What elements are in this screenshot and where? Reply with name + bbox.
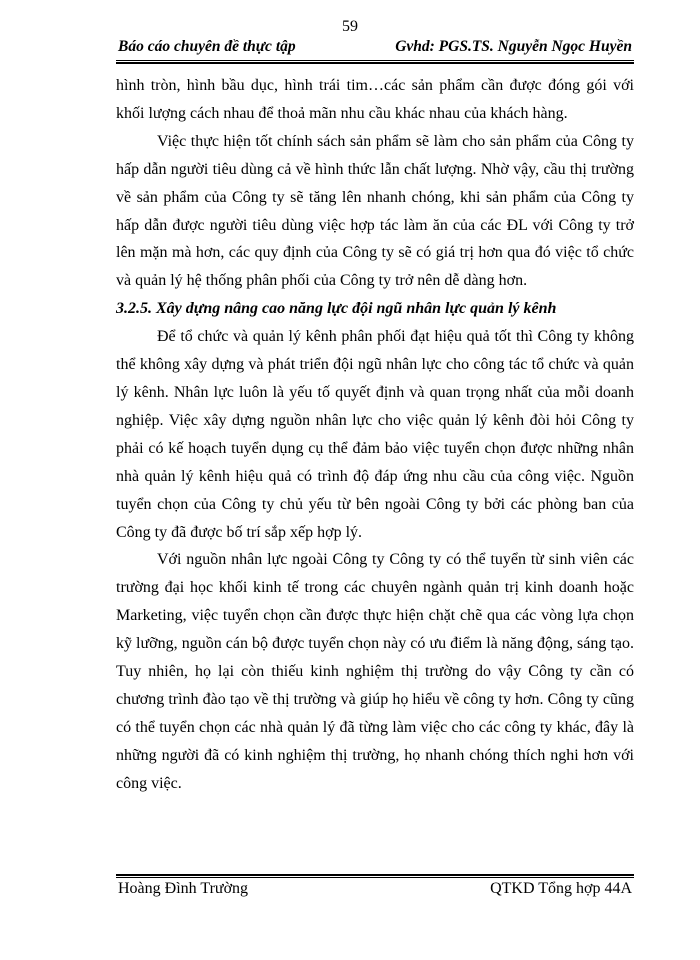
header-supervisor: Gvhd: PGS.TS. Nguyễn Ngọc Huyền (395, 38, 632, 55)
paragraph-continuation: hình tròn, hình bầu dục, hình trái tim…các sản phẩm cần được đóng gói với khối lượng cách nhau để thoả mãn nhu cầu khác nhau của khách hàng. (116, 77, 634, 122)
page-header (118, 38, 632, 56)
header-divider (116, 60, 634, 64)
document-body (116, 72, 634, 798)
section-heading: 3.2.5. Xây dựng nâng cao năng lực đội ngũ nhân lực quản lý kênh (116, 300, 557, 318)
page-footer (118, 880, 632, 898)
footer-class: QTKD Tổng hợp 44A (490, 880, 632, 897)
paragraph-channel-staff: Để tổ chức và quản lý kênh phân phối đạt hiệu quả tốt thì Công ty không thể không xây dựng và phát triển đội ngũ nhân lực cho công tác tổ chức và quản lý kênh. Nhân lực luôn là yếu tố quyết định và quan trọng nhất của mỗi doanh nghiệp. Việc xây dựng nguồn nhân lực cho việc quản lý kênh đòi hỏi Công ty phải có kế hoạch tuyển dụng cụ thể đảm bảo việc tuyển chọn được những nhân nhà quản lý kênh hiệu quả có trình độ đáp ứng nhu cầu của công việc. Nguồn tuyển chọn của Công ty chủ yếu từ bên ngoài Công ty bởi các phòng ban của Công ty đã được bố trí sắp xếp hợp lý. (116, 328, 634, 541)
page-number: 59 (342, 18, 358, 35)
paragraph-product-policy: Việc thực hiện tốt chính sách sản phẩm sẽ làm cho sản phẩm của Công ty hấp dẫn người tiêu dùng cả về hình thức lẫn chất lượng. Nhờ vậy, cầu thị trường về sản phẩm của Công ty sẽ tăng lên nhanh chóng, khi sản phẩm của Công ty hấp dẫn được người tiêu dùng việc hợp tác làm ăn của các ĐL với Công ty trở lên mặn mà hơn, các quy định của Công ty sẽ có giá trị hơn qua đó việc tổ chức và quản lý hệ thống phân phối của Công ty trở nên dễ dàng hơn. (116, 132, 634, 290)
footer-divider (116, 874, 634, 878)
footer-author: Hoàng Đình Trường (118, 880, 249, 897)
paragraph-recruitment: Với nguồn nhân lực ngoài Công ty Công ty có thể tuyển từ sinh viên các trường đại học khối kinh tế trong các chuyên ngành quản trị kinh doanh hoặc Marketing, việc tuyển chọn cần được thực hiện chặt chẽ qua các vòng lựa chọn kỹ lưỡng, nguồn cán bộ được tuyển chọn này có ưu điểm là năng động, sáng tạo. Tuy nhiên, họ lại còn thiếu kinh nghiệm thị trường do vậy Công ty cần có chương trình đào tạo về thị trường và giúp họ hiểu về công ty hơn. Công ty cũng có thể tuyển chọn các nhà quản lý đã từng làm việc cho các công ty khác, đây là những người đã có kinh nghiệm thị trường, họ nhanh chóng thích nghi hơn với công việc. (116, 551, 634, 792)
header-report-title: Báo cáo chuyên đề thực tập (118, 38, 296, 55)
